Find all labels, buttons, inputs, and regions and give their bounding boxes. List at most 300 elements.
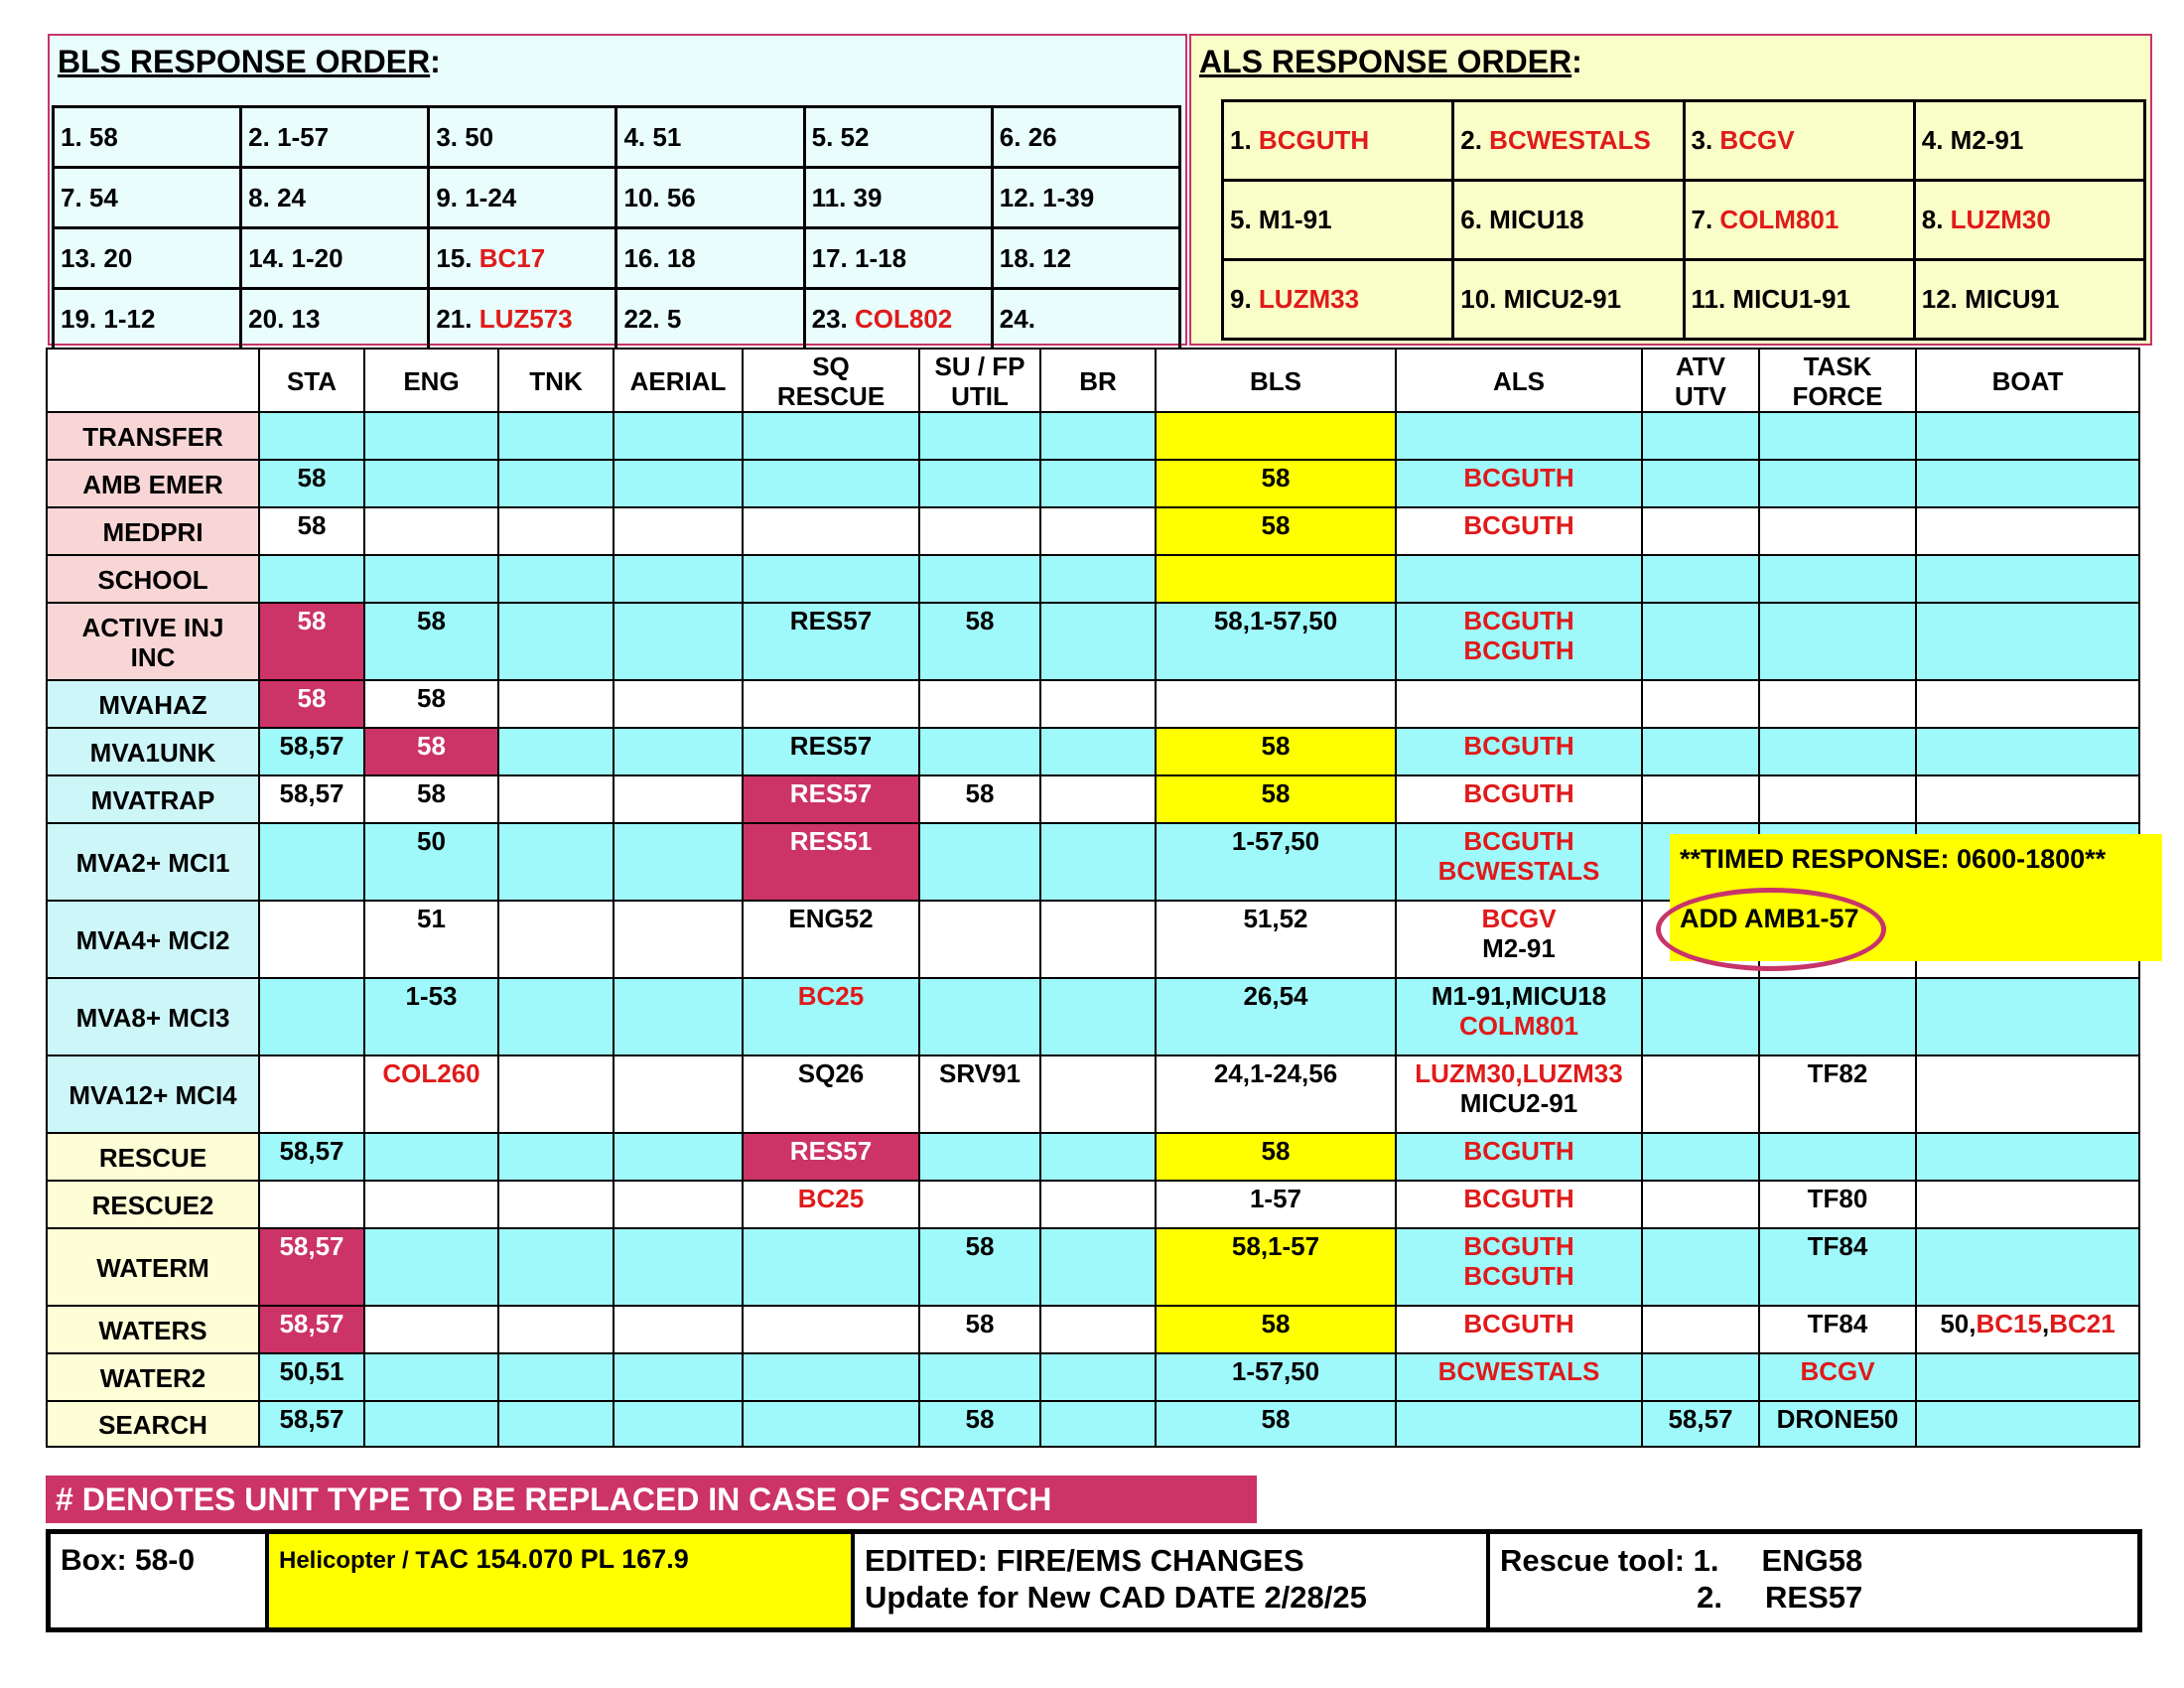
grid-cell: [1642, 1353, 1759, 1401]
unit-text: 58: [297, 510, 327, 540]
grid-cell: [1040, 728, 1156, 775]
grid-cell: [364, 901, 498, 978]
grid-cell: [1156, 680, 1396, 728]
grid-cell: [1156, 1181, 1396, 1228]
row-label: [47, 1401, 259, 1447]
timed-response-text: **TIMED RESPONSE: 0600-1800**: [1680, 844, 2107, 874]
column-header-text: TASK FORCE: [1792, 352, 1883, 411]
row-label-text: WATERS: [98, 1316, 207, 1345]
als-order-cell: [1914, 181, 2144, 260]
unit-text: RES57: [789, 606, 873, 635]
unit-text-red: BC21: [2049, 1309, 2116, 1338]
grid-cell: [1916, 978, 2139, 1055]
bls-order-cell: [804, 228, 992, 289]
unit-text: 51,52: [1243, 904, 1308, 933]
order-number: 1.: [1230, 125, 1259, 155]
order-unit: COLM801: [1719, 205, 1840, 234]
unit-text: 58: [297, 463, 327, 492]
bls-order-row: [54, 289, 1180, 350]
grid-cell: [1156, 1306, 1396, 1353]
grid-cell: [1916, 775, 2139, 823]
unit-text: 51: [417, 904, 446, 933]
unit-text: 58,57: [279, 1231, 344, 1261]
als-response-order-panel: [1189, 34, 2152, 346]
grid-cell: [1040, 1306, 1156, 1353]
grid-cell: [1396, 1055, 1642, 1133]
grid-cell: [1396, 1228, 1642, 1306]
edit-notes: [855, 1534, 1490, 1627]
grid-cell: [259, 978, 364, 1055]
column-header-text: SQ RESCUE: [776, 352, 886, 411]
grid-cell: [1759, 460, 1916, 507]
grid-cell: [1759, 1055, 1916, 1133]
grid-cell: [259, 1181, 364, 1228]
unit-text-red: COLM801: [1459, 1011, 1578, 1041]
row-label: [47, 728, 259, 775]
row-label-text: WATER2: [99, 1363, 206, 1393]
unit-text: 58,57: [279, 1404, 344, 1434]
order-number: 14. 1-20: [248, 242, 343, 273]
grid-cell: [1642, 555, 1759, 603]
grid-cell: [1759, 978, 1916, 1055]
grid-cell: [364, 1401, 498, 1447]
grid-cell: [1156, 1353, 1396, 1401]
grid-row: [47, 1306, 2139, 1353]
grid-cell: [1642, 1055, 1759, 1133]
unit-text: RES57: [789, 1136, 873, 1166]
grid-cell: [919, 1306, 1040, 1353]
helicopter-frequency: AC 154.070 PL 167.9: [430, 1544, 689, 1574]
bls-order-row: [54, 107, 1180, 168]
column-header-text: AERIAL: [629, 366, 727, 396]
grid-cell: [614, 603, 743, 680]
order-number: 19. 1-12: [61, 303, 156, 334]
grid-cell: [919, 1133, 1040, 1181]
grid-cell: [1396, 823, 1642, 901]
order-unit: LUZ573: [478, 303, 573, 334]
grid-cell: [364, 728, 498, 775]
grid-cell: [1156, 1133, 1396, 1181]
bls-order-cell: [616, 289, 804, 350]
grid-cell: [1156, 1055, 1396, 1133]
grid-cell: [1916, 1133, 2139, 1181]
grid-cell: [1916, 603, 2139, 680]
grid-cell: [259, 1133, 364, 1181]
grid-cell: [1396, 412, 1642, 460]
grid-cell: [743, 823, 919, 901]
grid-row: [47, 1133, 2139, 1181]
grid-cell: [259, 1055, 364, 1133]
bls-order-cell: [616, 228, 804, 289]
grid-cell: [1396, 901, 1642, 978]
order-number: 21.: [436, 303, 479, 334]
grid-cell: [743, 680, 919, 728]
unit-text-red: LUZM30,LUZM33: [1415, 1058, 1623, 1088]
grid-cell: [498, 412, 614, 460]
bls-order-cell: [241, 228, 429, 289]
grid-cell: [1396, 728, 1642, 775]
unit-text: 58: [965, 1231, 995, 1261]
grid-cell: [743, 1228, 919, 1306]
grid-row: [47, 1055, 2139, 1133]
grid-cell: [364, 680, 498, 728]
unit-text-red: BC25: [797, 981, 865, 1011]
grid-cell: [1642, 1228, 1759, 1306]
grid-cell: [919, 978, 1040, 1055]
grid-cell: [614, 823, 743, 901]
grid-cell: [1759, 1228, 1916, 1306]
grid-cell: [614, 1055, 743, 1133]
unit-text: 1-57,50: [1231, 826, 1320, 856]
unit-text-red: BC15: [1976, 1309, 2042, 1338]
grid-cell: [614, 1181, 743, 1228]
grid-row: [47, 680, 2139, 728]
unit-text: M2-91: [1482, 933, 1556, 963]
grid-cell: [1396, 1401, 1642, 1447]
grid-cell: [1759, 603, 1916, 680]
grid-cell: [614, 978, 743, 1055]
column-header-text: STA: [286, 366, 338, 396]
grid-cell: [743, 1055, 919, 1133]
grid-cell: [614, 680, 743, 728]
unit-text: 58: [297, 606, 327, 635]
unit-text-red: BCGUTH: [1463, 731, 1574, 761]
row-label-text: MVA4+ MCI2: [75, 925, 230, 955]
column-header: [1156, 349, 1396, 412]
bls-order-cell: [241, 289, 429, 350]
unit-text: 58,1-57: [1231, 1231, 1320, 1261]
unit-text: 50,51: [279, 1356, 344, 1386]
grid-cell: [919, 1228, 1040, 1306]
grid-cell: [1156, 507, 1396, 555]
row-label-text: ACTIVE INJ INC: [81, 613, 224, 672]
grid-cell: [1156, 460, 1396, 507]
column-header-text: ATV UTV: [1675, 352, 1726, 411]
unit-text: ,: [2041, 1309, 2050, 1338]
row-label: [47, 603, 259, 680]
grid-cell: [1916, 1306, 2139, 1353]
row-label: [47, 1306, 259, 1353]
grid-cell: [1040, 1181, 1156, 1228]
grid-cell: [1759, 412, 1916, 460]
highlight-circle: [1656, 888, 1886, 971]
grid-cell: [743, 978, 919, 1055]
unit-text: 58,57: [279, 1309, 344, 1338]
column-header-text: BR: [1079, 366, 1117, 396]
grid-cell: [1040, 978, 1156, 1055]
grid-cell: [259, 603, 364, 680]
grid-cell: [919, 603, 1040, 680]
grid-cell: [1642, 775, 1759, 823]
grid-cell: [919, 1401, 1040, 1447]
bls-order-cell: [429, 168, 616, 228]
footer-bar: [46, 1529, 2142, 1632]
grid-cell: [1916, 555, 2139, 603]
als-order-cell: [1684, 260, 1914, 340]
unit-text: SQ26: [797, 1058, 865, 1088]
unit-text: 58: [417, 606, 446, 635]
row-label: [47, 901, 259, 978]
unit-text: DRONE50: [1776, 1404, 1899, 1434]
order-number: 3.: [1691, 125, 1720, 155]
als-order-cell: [1684, 181, 1914, 260]
row-label-text: SCHOOL: [97, 565, 208, 595]
grid-cell: [1759, 1306, 1916, 1353]
order-number: 7.: [1691, 205, 1720, 234]
order-number: 6. MICU18: [1460, 205, 1584, 234]
rescue-tool-line-2: 2. RES57: [1500, 1580, 1863, 1615]
als-order-cell: [1684, 101, 1914, 181]
grid-row: [47, 978, 2139, 1055]
grid-cell: [1916, 507, 2139, 555]
grid-row: [47, 412, 2139, 460]
grid-cell: [1396, 1133, 1642, 1181]
grid-cell: [1759, 1401, 1916, 1447]
order-unit: BCGUTH: [1258, 125, 1370, 155]
grid-cell: [259, 1401, 364, 1447]
column-header: [498, 349, 614, 412]
grid-cell: [364, 412, 498, 460]
bls-order-cell: [804, 168, 992, 228]
bls-order-cell: [992, 289, 1179, 350]
grid-cell: [1396, 978, 1642, 1055]
grid-cell: [1396, 1306, 1642, 1353]
order-unit: COL802: [855, 303, 953, 334]
column-header-text: TNK: [529, 366, 583, 396]
unit-text: 58,57: [1668, 1404, 1733, 1434]
bls-order-row: [54, 168, 1180, 228]
grid-cell: [498, 507, 614, 555]
grid-cell: [1759, 680, 1916, 728]
unit-text-red: BCWESTALS: [1437, 1356, 1600, 1386]
grid-cell: [364, 555, 498, 603]
row-label-text: MVA12+ MCI4: [68, 1080, 237, 1110]
unit-text-red: BCGV: [1481, 904, 1557, 933]
row-label-text: RESCUE2: [91, 1191, 214, 1220]
grid-cell: [1759, 1353, 1916, 1401]
row-label-text: MVA8+ MCI3: [75, 1003, 230, 1033]
als-order-cell: [1914, 260, 2144, 340]
grid-cell: [919, 1055, 1040, 1133]
bls-order-cell: [616, 107, 804, 168]
als-order-cell: [1223, 181, 1453, 260]
row-label: [47, 1228, 259, 1306]
grid-cell: [614, 507, 743, 555]
unit-text: TF84: [1807, 1309, 1868, 1338]
grid-cell: [614, 1133, 743, 1181]
order-number: 17. 1-18: [811, 242, 907, 273]
row-label-text: MVATRAP: [90, 785, 215, 815]
grid-row: [47, 1228, 2139, 1306]
grid-cell: [1396, 460, 1642, 507]
row-label: [47, 1133, 259, 1181]
grid-cell: [1916, 1228, 2139, 1306]
grid-cell: [498, 460, 614, 507]
row-label: [47, 460, 259, 507]
grid-cell: [498, 1228, 614, 1306]
grid-cell: [259, 1306, 364, 1353]
als-order-cell: [1453, 181, 1684, 260]
grid-cell: [614, 1228, 743, 1306]
order-number: 8.: [1921, 205, 1951, 234]
helicopter-label: Helicopter / T: [279, 1547, 431, 1574]
grid-cell: [364, 1055, 498, 1133]
row-label: [47, 823, 259, 901]
grid-cell: [498, 823, 614, 901]
column-header: [1916, 349, 2139, 412]
bls-order-cell: [54, 289, 241, 350]
unit-text-red: BCGUTH BCWESTALS: [1437, 826, 1600, 886]
grid-cell: [498, 901, 614, 978]
grid-row: [47, 555, 2139, 603]
row-label-text: MVA2+ MCI1: [75, 848, 230, 878]
scratch-note-banner: # DENOTES UNIT TYPE TO BE REPLACED IN CASE OF SCRATCH: [46, 1476, 1257, 1523]
row-label: [47, 1055, 259, 1133]
grid-cell: [1040, 901, 1156, 978]
grid-cell: [1916, 460, 2139, 507]
grid-cell: [1916, 412, 2139, 460]
bls-order-cell: [616, 168, 804, 228]
bls-order-cell: [241, 107, 429, 168]
unit-text: 58: [965, 606, 995, 635]
order-number: 12. 1-39: [999, 182, 1095, 212]
grid-cell: [1040, 823, 1156, 901]
unit-text-red: BCGUTH: [1463, 463, 1574, 492]
order-number: 5. M1-91: [1230, 205, 1332, 234]
grid-cell: [259, 901, 364, 978]
grid-cell: [1156, 555, 1396, 603]
unit-text: M1-91,MICU18: [1431, 981, 1607, 1011]
unit-text: 58: [1261, 463, 1291, 492]
unit-text: 58: [417, 778, 446, 808]
grid-cell: [614, 1353, 743, 1401]
bls-title: BLS RESPONSE ORDER:: [58, 44, 441, 79]
unit-text: 50,: [1940, 1309, 1977, 1338]
unit-text: 58: [965, 778, 995, 808]
grid-cell: [614, 412, 743, 460]
als-order-cell: [1223, 101, 1453, 181]
unit-text: TF82: [1807, 1058, 1868, 1088]
unit-text: 1-57: [1249, 1184, 1302, 1213]
grid-cell: [1642, 728, 1759, 775]
grid-cell: [1642, 978, 1759, 1055]
grid-cell: [1642, 1133, 1759, 1181]
grid-cell: [1759, 507, 1916, 555]
grid-cell: [498, 1181, 614, 1228]
row-label: [47, 680, 259, 728]
column-header: [919, 349, 1040, 412]
row-label: [47, 1181, 259, 1228]
grid-cell: [1642, 1401, 1759, 1447]
grid-cell: [1916, 1353, 2139, 1401]
grid-cell: [364, 978, 498, 1055]
grid-cell: [1040, 1055, 1156, 1133]
grid-cell: [1642, 1181, 1759, 1228]
grid-row: [47, 1401, 2139, 1447]
unit-text: 58: [1261, 1404, 1291, 1434]
grid-cell: [1040, 507, 1156, 555]
row-label: [47, 555, 259, 603]
grid-cell: [1040, 1133, 1156, 1181]
unit-text: 58: [1261, 1136, 1291, 1166]
row-label-text: MVAHAZ: [98, 690, 207, 720]
als-title: ALS RESPONSE ORDER:: [1199, 44, 1582, 79]
grid-cell: [259, 775, 364, 823]
grid-cell: [919, 775, 1040, 823]
grid-cell: [259, 555, 364, 603]
rescue-tool-line-1: Rescue tool: 1. ENG58: [1500, 1543, 1863, 1578]
order-number: 10. MICU2-91: [1460, 284, 1622, 314]
grid-cell: [1759, 1133, 1916, 1181]
grid-cell: [364, 1181, 498, 1228]
als-order-row: [1223, 101, 2145, 181]
order-number: 3. 50: [436, 121, 494, 152]
column-header: [743, 349, 919, 412]
grid-cell: [1156, 1228, 1396, 1306]
unit-text-red: BCGUTH BCGUTH: [1463, 606, 1574, 665]
column-header: [364, 349, 498, 412]
grid-cell: [498, 555, 614, 603]
order-unit: BC17: [478, 242, 546, 273]
grid-cell: [1040, 1353, 1156, 1401]
grid-cell: [364, 460, 498, 507]
unit-text: 58: [965, 1404, 995, 1434]
grid-cell: [1642, 680, 1759, 728]
order-number: 16. 18: [623, 242, 696, 273]
grid-cell: [614, 460, 743, 507]
column-header-text: BOAT: [1991, 366, 2064, 396]
column-header-text: ALS: [1493, 366, 1545, 396]
order-number: 24.: [999, 303, 1035, 334]
als-order-cell: [1223, 260, 1453, 340]
unit-text: SRV91: [939, 1058, 1021, 1088]
grid-cell: [1642, 460, 1759, 507]
row-label: [47, 775, 259, 823]
helicopter-info: [269, 1534, 855, 1627]
grid-cell: [259, 1228, 364, 1306]
grid-cell: [1040, 555, 1156, 603]
order-number: 18. 12: [999, 242, 1072, 273]
order-number: 5. 52: [811, 121, 870, 152]
row-label: [47, 978, 259, 1055]
unit-text-red: BCGUTH: [1463, 1309, 1574, 1338]
unit-text: 58,57: [279, 778, 344, 808]
grid-cell: [919, 507, 1040, 555]
column-header-text: ENG: [403, 366, 460, 396]
als-order-cell: [1453, 101, 1684, 181]
grid-cell: [919, 680, 1040, 728]
order-number: 9.: [1230, 284, 1259, 314]
order-number: 15.: [436, 242, 479, 273]
grid-cell: [1642, 603, 1759, 680]
column-header-text: SU / FP UTIL: [934, 352, 1025, 411]
grid-cell: [614, 728, 743, 775]
grid-cell: [498, 680, 614, 728]
bls-order-cell: [992, 168, 1179, 228]
grid-cell: [1759, 1181, 1916, 1228]
box-number: Box: 58-0: [51, 1534, 269, 1627]
order-unit: BCGV: [1719, 125, 1795, 155]
grid-cell: [743, 1353, 919, 1401]
grid-cell: [259, 728, 364, 775]
grid-cell: [1916, 1055, 2139, 1133]
unit-text: 1-57,50: [1231, 1356, 1320, 1386]
bls-order-cell: [54, 107, 241, 168]
row-label-text: MEDPRI: [102, 517, 204, 547]
row-label: [47, 412, 259, 460]
row-label-text: SEARCH: [98, 1410, 207, 1440]
grid-cell: [743, 1306, 919, 1353]
